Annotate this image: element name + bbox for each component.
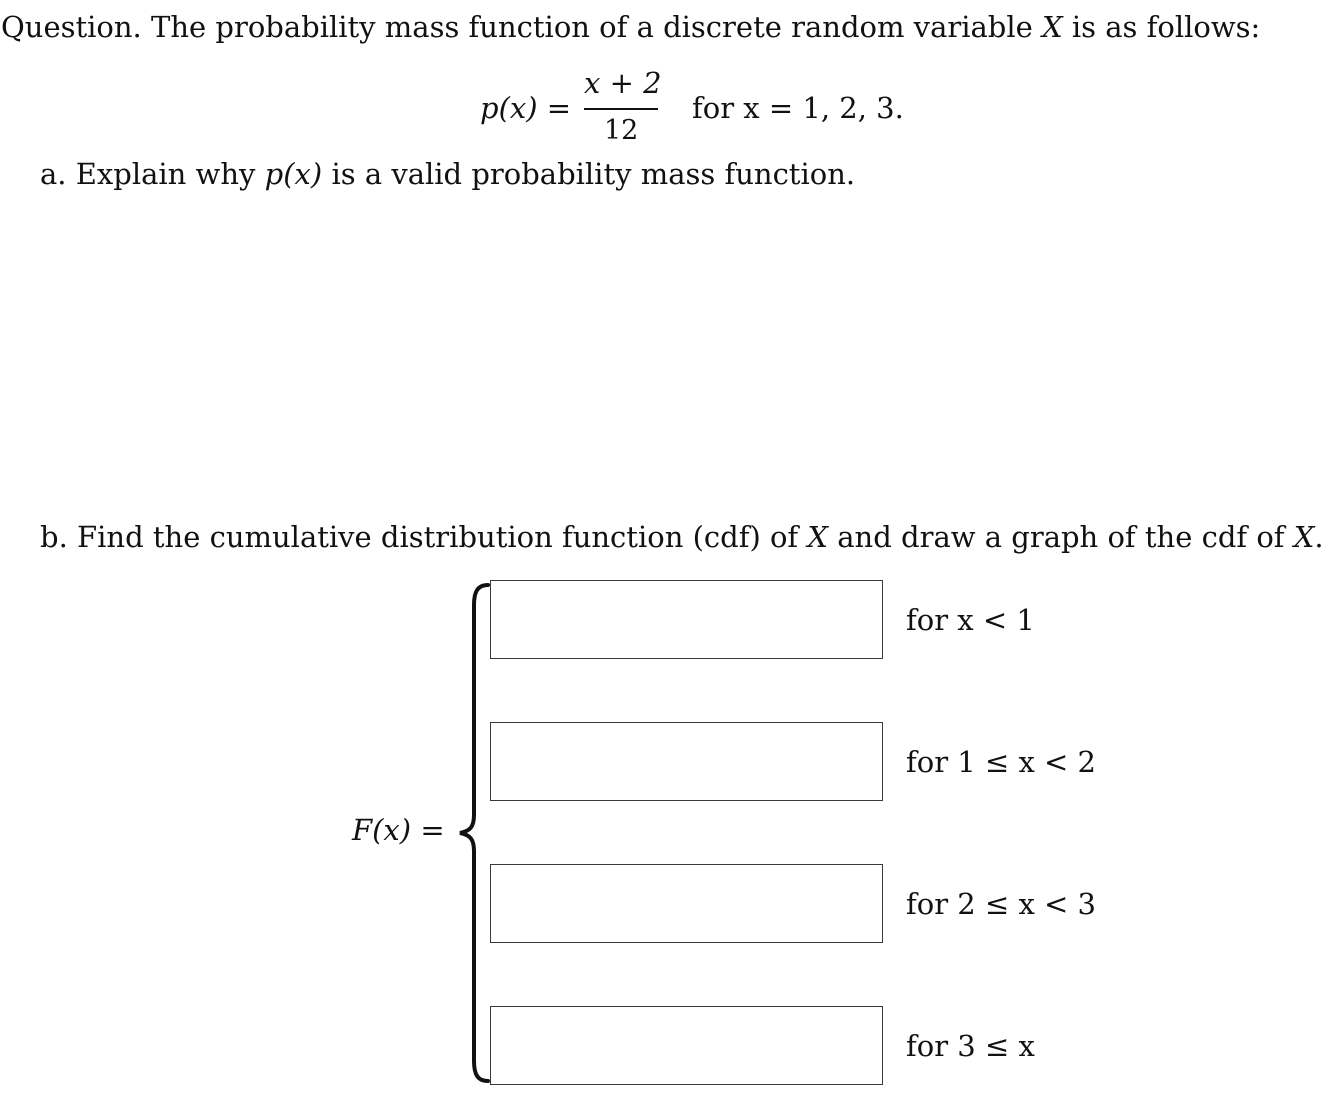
cdf-condition-3: for 2 ≤ x < 3	[906, 887, 1097, 921]
cdf-condition-1: for x < 1	[906, 603, 1035, 637]
part-b-label: b.	[40, 520, 68, 554]
part-a-after: is a valid probability mass function.	[331, 157, 856, 191]
part-a-expr: p(x)	[264, 157, 323, 191]
cdf-lhs: F(x) =	[352, 813, 445, 847]
pmf-condition: for x = 1, 2, 3.	[692, 91, 904, 125]
question-tail: is as follows:	[1071, 10, 1261, 44]
question-body: The probability mass function of a discrete random variable	[151, 10, 1033, 44]
part-b-end: .	[1314, 520, 1324, 554]
cdf-answer-box-2[interactable]	[490, 722, 883, 801]
question-label: Question.	[1, 10, 142, 44]
left-brace	[452, 583, 492, 1083]
fraction-bar	[584, 108, 658, 110]
part-a-text	[40, 157, 856, 191]
cdf-answer-box-3[interactable]	[490, 864, 883, 943]
question-text	[1, 10, 1261, 44]
pmf-lhs: p(x) =	[480, 91, 572, 125]
part-a-label: a.	[40, 157, 67, 191]
part-a-before: Explain why	[75, 157, 256, 191]
question-variable: X	[1042, 10, 1063, 44]
part-b-var2: X	[1293, 520, 1315, 554]
part-b-before: Find the cumulative distribution function (cdf) of	[77, 520, 799, 554]
cdf-answer-box-4[interactable]	[490, 1006, 883, 1085]
cdf-condition-4: for 3 ≤ x	[906, 1029, 1035, 1063]
part-b-var1: X	[807, 520, 829, 554]
part-b-text	[40, 520, 1324, 554]
pmf-denominator: 12	[604, 115, 639, 146]
cdf-condition-2: for 1 ≤ x < 2	[906, 745, 1097, 779]
cdf-answer-box-1[interactable]	[490, 580, 883, 659]
part-b-middle: and draw a graph of the cdf of	[837, 520, 1285, 554]
pmf-numerator: x + 2	[584, 66, 662, 100]
